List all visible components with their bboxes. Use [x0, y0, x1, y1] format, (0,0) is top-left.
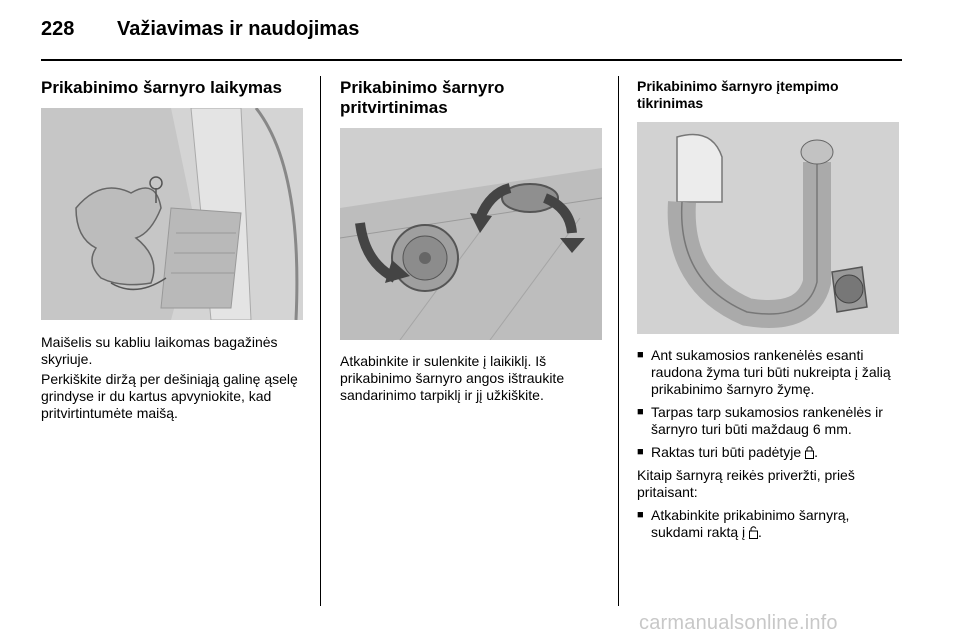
- bullet-unlock-key-end: .: [758, 524, 762, 540]
- bullet-red-mark: ■ Ant sukamosios rankenėlės esanti raudona žyma turi būti nukreipta į žalią prikabinimo šarnyro žymę.: [637, 347, 902, 398]
- paragraph-retighten: Kitaip šarnyrą reikės priveržti, prieš pritaisant:: [637, 467, 855, 500]
- bullet-key-position-text: Raktas turi būti padėtyje: [651, 444, 802, 460]
- bullet-unlock-key: [637, 507, 902, 541]
- paragraph-bag-stored: Maišelis su kabliu laikomas bagažinės skyriuje.: [41, 334, 278, 367]
- paragraph-strap-instructions: Perkiškite diržą per dešiniąją galinę ąselę grindyse ir du kartus apvyniokite, kad pritvirtintumėte maišą.: [41, 371, 298, 421]
- section-heading-storage: Prikabinimo šarnyro laikymas: [41, 78, 282, 97]
- section-heading-tension-check: Prikabinimo šarnyro įtempimo tikrinimas: [637, 78, 839, 111]
- bullet-key-position-end: .: [814, 444, 818, 460]
- figure-socket-fold: [340, 128, 602, 340]
- figure-bag-storage: [41, 108, 303, 320]
- column-divider-2: [618, 76, 619, 606]
- header-rule: [41, 59, 902, 61]
- padlock-icon: [805, 445, 814, 459]
- bullet-unlock-key-text: Atkabinkite prikabinimo šarnyrą, sukdami raktą į: [651, 507, 850, 540]
- column-divider-1: [320, 76, 321, 606]
- page-number: 228: [41, 18, 75, 40]
- section-heading-fitting: Prikabinimo šarnyro pritvirtinimas: [340, 78, 505, 117]
- paragraph-fold-instructions: Atkabinkite ir sulenkite į laikiklį. Iš prikabinimo šarnyro angos ištraukite sandarinimo tarpiklį ir jį užkiškite.: [340, 353, 565, 403]
- watermark: carmanualsonline.info: [639, 612, 838, 634]
- bullet-key-position: [637, 444, 902, 461]
- bullet-gap-6mm: ■ Tarpas tarp sukamosios rankenėlės ir šarnyro turi būti maždaug 6 mm.: [637, 404, 902, 438]
- page-title: Važiavimas ir naudojimas: [117, 18, 360, 40]
- figure-towbar-ball: [637, 122, 899, 334]
- padlock-open-icon: [749, 525, 758, 539]
